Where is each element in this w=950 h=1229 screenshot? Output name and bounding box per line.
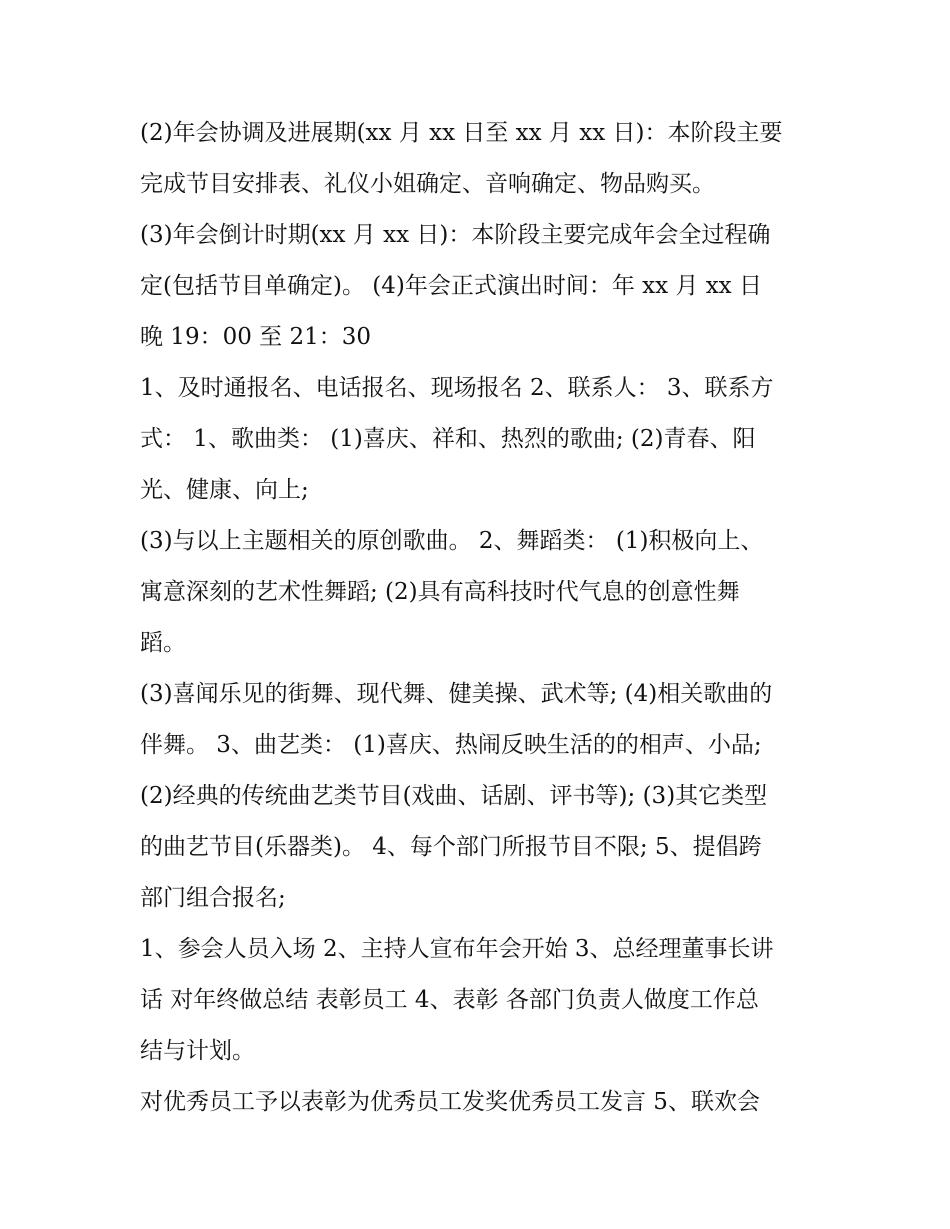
text-line: 光、健康、向上;: [140, 477, 309, 503]
text-line: (3)喜闻乐见的街舞、现代舞、健美操、武术等; (4)相关歌曲的: [140, 681, 773, 707]
text-line: 话 对年终做总结 表彰员工 4、表彰 各部门负责人做度工作总: [140, 987, 759, 1013]
text-line: 对优秀员工予以表彰为优秀员工发奖优秀员工发言 5、联欢会: [140, 1089, 760, 1115]
paragraph-dance: [140, 516, 820, 669]
paragraph-stage-countdown: [140, 210, 820, 363]
document-page: [140, 108, 820, 1128]
paragraph-stage-coordination: [140, 108, 820, 210]
text-line: 1、参会人员入场 2、主持人宣布年会开始 3、总经理董事长讲: [140, 936, 774, 962]
text-line: (3)年会倒计时期(xx 月 xx 日)：本阶段主要完成年会全过程确: [140, 222, 771, 248]
paragraph-awards: [140, 1077, 820, 1128]
text-line: (3)与以上主题相关的原创歌曲。 2、舞蹈类： (1)积极向上、: [140, 528, 764, 554]
text-line: 寓意深刻的艺术性舞蹈; (2)具有高科技时代气息的创意性舞: [140, 579, 740, 605]
text-line: (2)年会协调及进展期(xx 月 xx 日至 xx 月 xx 日)：本阶段主要: [140, 120, 783, 146]
paragraph-agenda: [140, 924, 820, 1077]
text-line: 结与计划。: [140, 1038, 255, 1064]
text-line: 晚 19：00 至 21：30: [140, 324, 371, 350]
text-line: (2)经典的传统曲艺类节目(戏曲、话剧、评书等); (3)其它类型: [140, 783, 768, 809]
text-line: 蹈。: [140, 630, 186, 656]
paragraph-folk-arts: [140, 669, 820, 924]
text-line: 部门组合报名;: [140, 885, 286, 911]
text-line: 1、及时通报名、电话报名、现场报名 2、联系人： 3、联系方: [140, 375, 774, 401]
text-line: 完成节目安排表、礼仪小姐确定、音响确定、物品购买。: [140, 171, 715, 197]
text-line: 的曲艺节目(乐器类)。 4、每个部门所报节目不限; 5、提倡跨: [140, 834, 762, 860]
text-line: 定(包括节目单确定)。 (4)年会正式演出时间：年 xx 月 xx 日: [140, 273, 762, 299]
text-line: 式： 1、歌曲类： (1)喜庆、祥和、热烈的歌曲; (2)青春、阳: [140, 426, 756, 452]
text-line: 伴舞。 3、曲艺类： (1)喜庆、热闹反映生活的的相声、小品;: [140, 732, 762, 758]
paragraph-registration-songs: [140, 363, 820, 516]
